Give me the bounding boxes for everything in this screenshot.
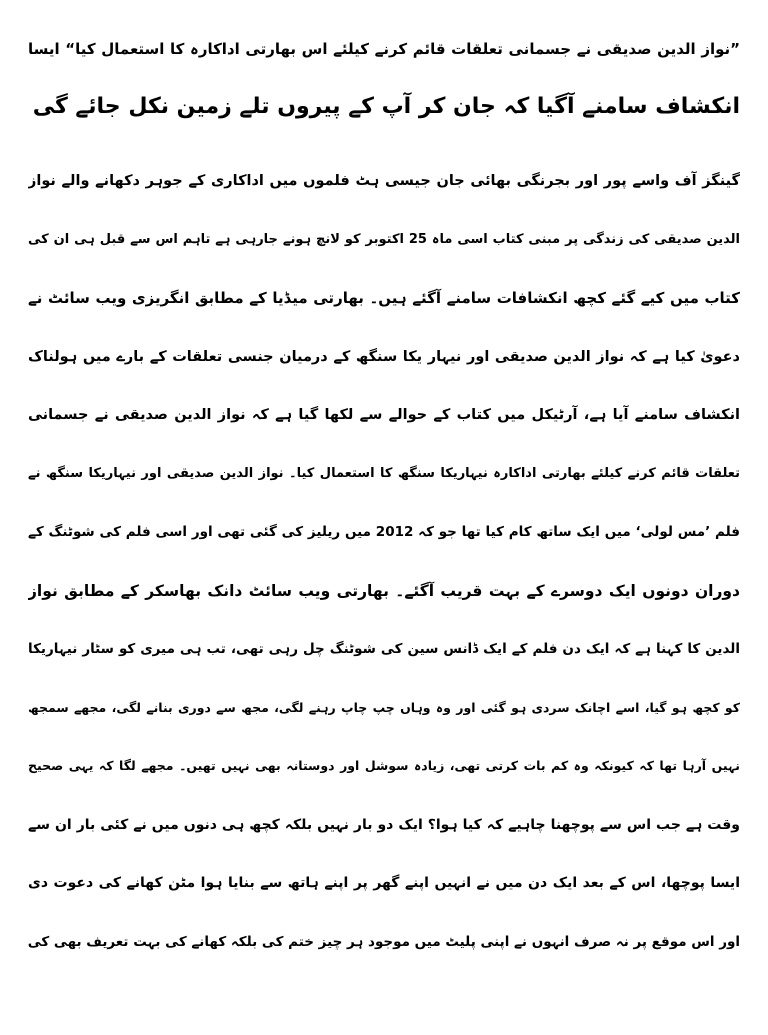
- body-line: نہیں آرہا تھا کہ کیونکہ وہ کم بات کرتی تھی، زیادہ سوشل اور دوستانہ بھی نہیں تھیں۔ مجھے لگا کہ یہی صحیح: [28, 758, 740, 773]
- body-line: تعلقات قائم کرنے کیلئے بھارتی اداکارہ نیہاریکا سنگھ کا استعمال کیا۔ نواز الدین صدیقی اور نیہاریکا سنگھ نے: [28, 465, 740, 481]
- body-line: کتاب میں کیے گئے کچھ انکشافات سامنے آگئے ہیں۔ بھارتی میڈیا کے مطابق انگریزی ویب سائٹ نے: [28, 289, 740, 307]
- body-line: ایسا پوچھا، اس کے بعد ایک دن میں نے انہیں اپنے گھر پر اپنے ہاتھ سے بنایا ہوا مٹن کھانے کی دعوت دی: [28, 875, 740, 891]
- body-line: انکشاف سامنے آیا ہے، آرٹیکل میں کتاب کے حوالے سے لکھا گیا ہے کہ نواز الدین صدیقی نے جسمانی: [28, 407, 740, 423]
- body-line: دعویٰ کیا ہے کہ نواز الدین صدیقی اور نیہار یکا سنگھ کے درمیان جنسی تعلقات کے بارے میں ہولناک: [28, 348, 740, 365]
- body-line: فلم ’مس لولی‘ میں ایک ساتھ کام کیا تھا جو کہ 2012 میں ریلیز کی گئی تھی اور اسی فلم کی شوٹنگ کے: [28, 524, 740, 540]
- body-line: الدین صدیقی کی زندگی پر مبنی کتاب اسی ماہ 25 اکتوبر کو لانچ ہونے جارہی ہے تاہم اس سے قبل ہی ان کی: [28, 231, 740, 247]
- article-body: [28, 152, 740, 971]
- headline-line: انکشاف سامنے آگیا کہ جان کر آپ کے پیروں تلے زمین نکل جائے گی: [32, 94, 740, 119]
- body-line: الدین کا کہنا ہے کہ ایک دن فلم کے ایک ڈانس سین کی شوٹنگ چل رہی تھی، تب ہی میری کو سٹار نیہاریکا: [28, 641, 740, 657]
- body-line: کو کچھ ہو گیا، اسے اچانک سردی ہو گئی اور وہ وہاں چپ چاپ رہنے لگی، مجھ سے دوری بنانے لگی، مجھے سمجھ: [28, 699, 740, 715]
- body-line: اور اس موقع پر نہ صرف انہوں نے اپنی پلیٹ میں موجود ہر چیز ختم کی بلکہ کھانے کی بہت تعریف بھی کی: [28, 933, 740, 950]
- body-line: دوران دونوں ایک دوسرے کے بہت قریب آگئے۔ بھارتی ویب سائٹ دانک بھاسکر کے مطابق نواز: [28, 581, 740, 600]
- body-line: وقت ہے جب اس سے پوچھنا چاہیے کہ کیا ہوا؟ ایک دو بار نہیں بلکہ کچھ ہی دنوں میں نے کئی بار ان سے: [28, 816, 740, 833]
- body-line: گینگز آف واسے پور اور بجرنگی بھائی جان جیسی ہٹ فلموں میں اداکاری کے جوہر دکھانے والے نواز: [28, 173, 740, 189]
- article-headline: [28, 20, 740, 136]
- headline-line: ”نواز الدین صدیقی نے جسمانی تعلقات قائم کرنے کیلئے اس بھارتی اداکارہ کا استعمال کیا“ ایسا: [28, 40, 740, 58]
